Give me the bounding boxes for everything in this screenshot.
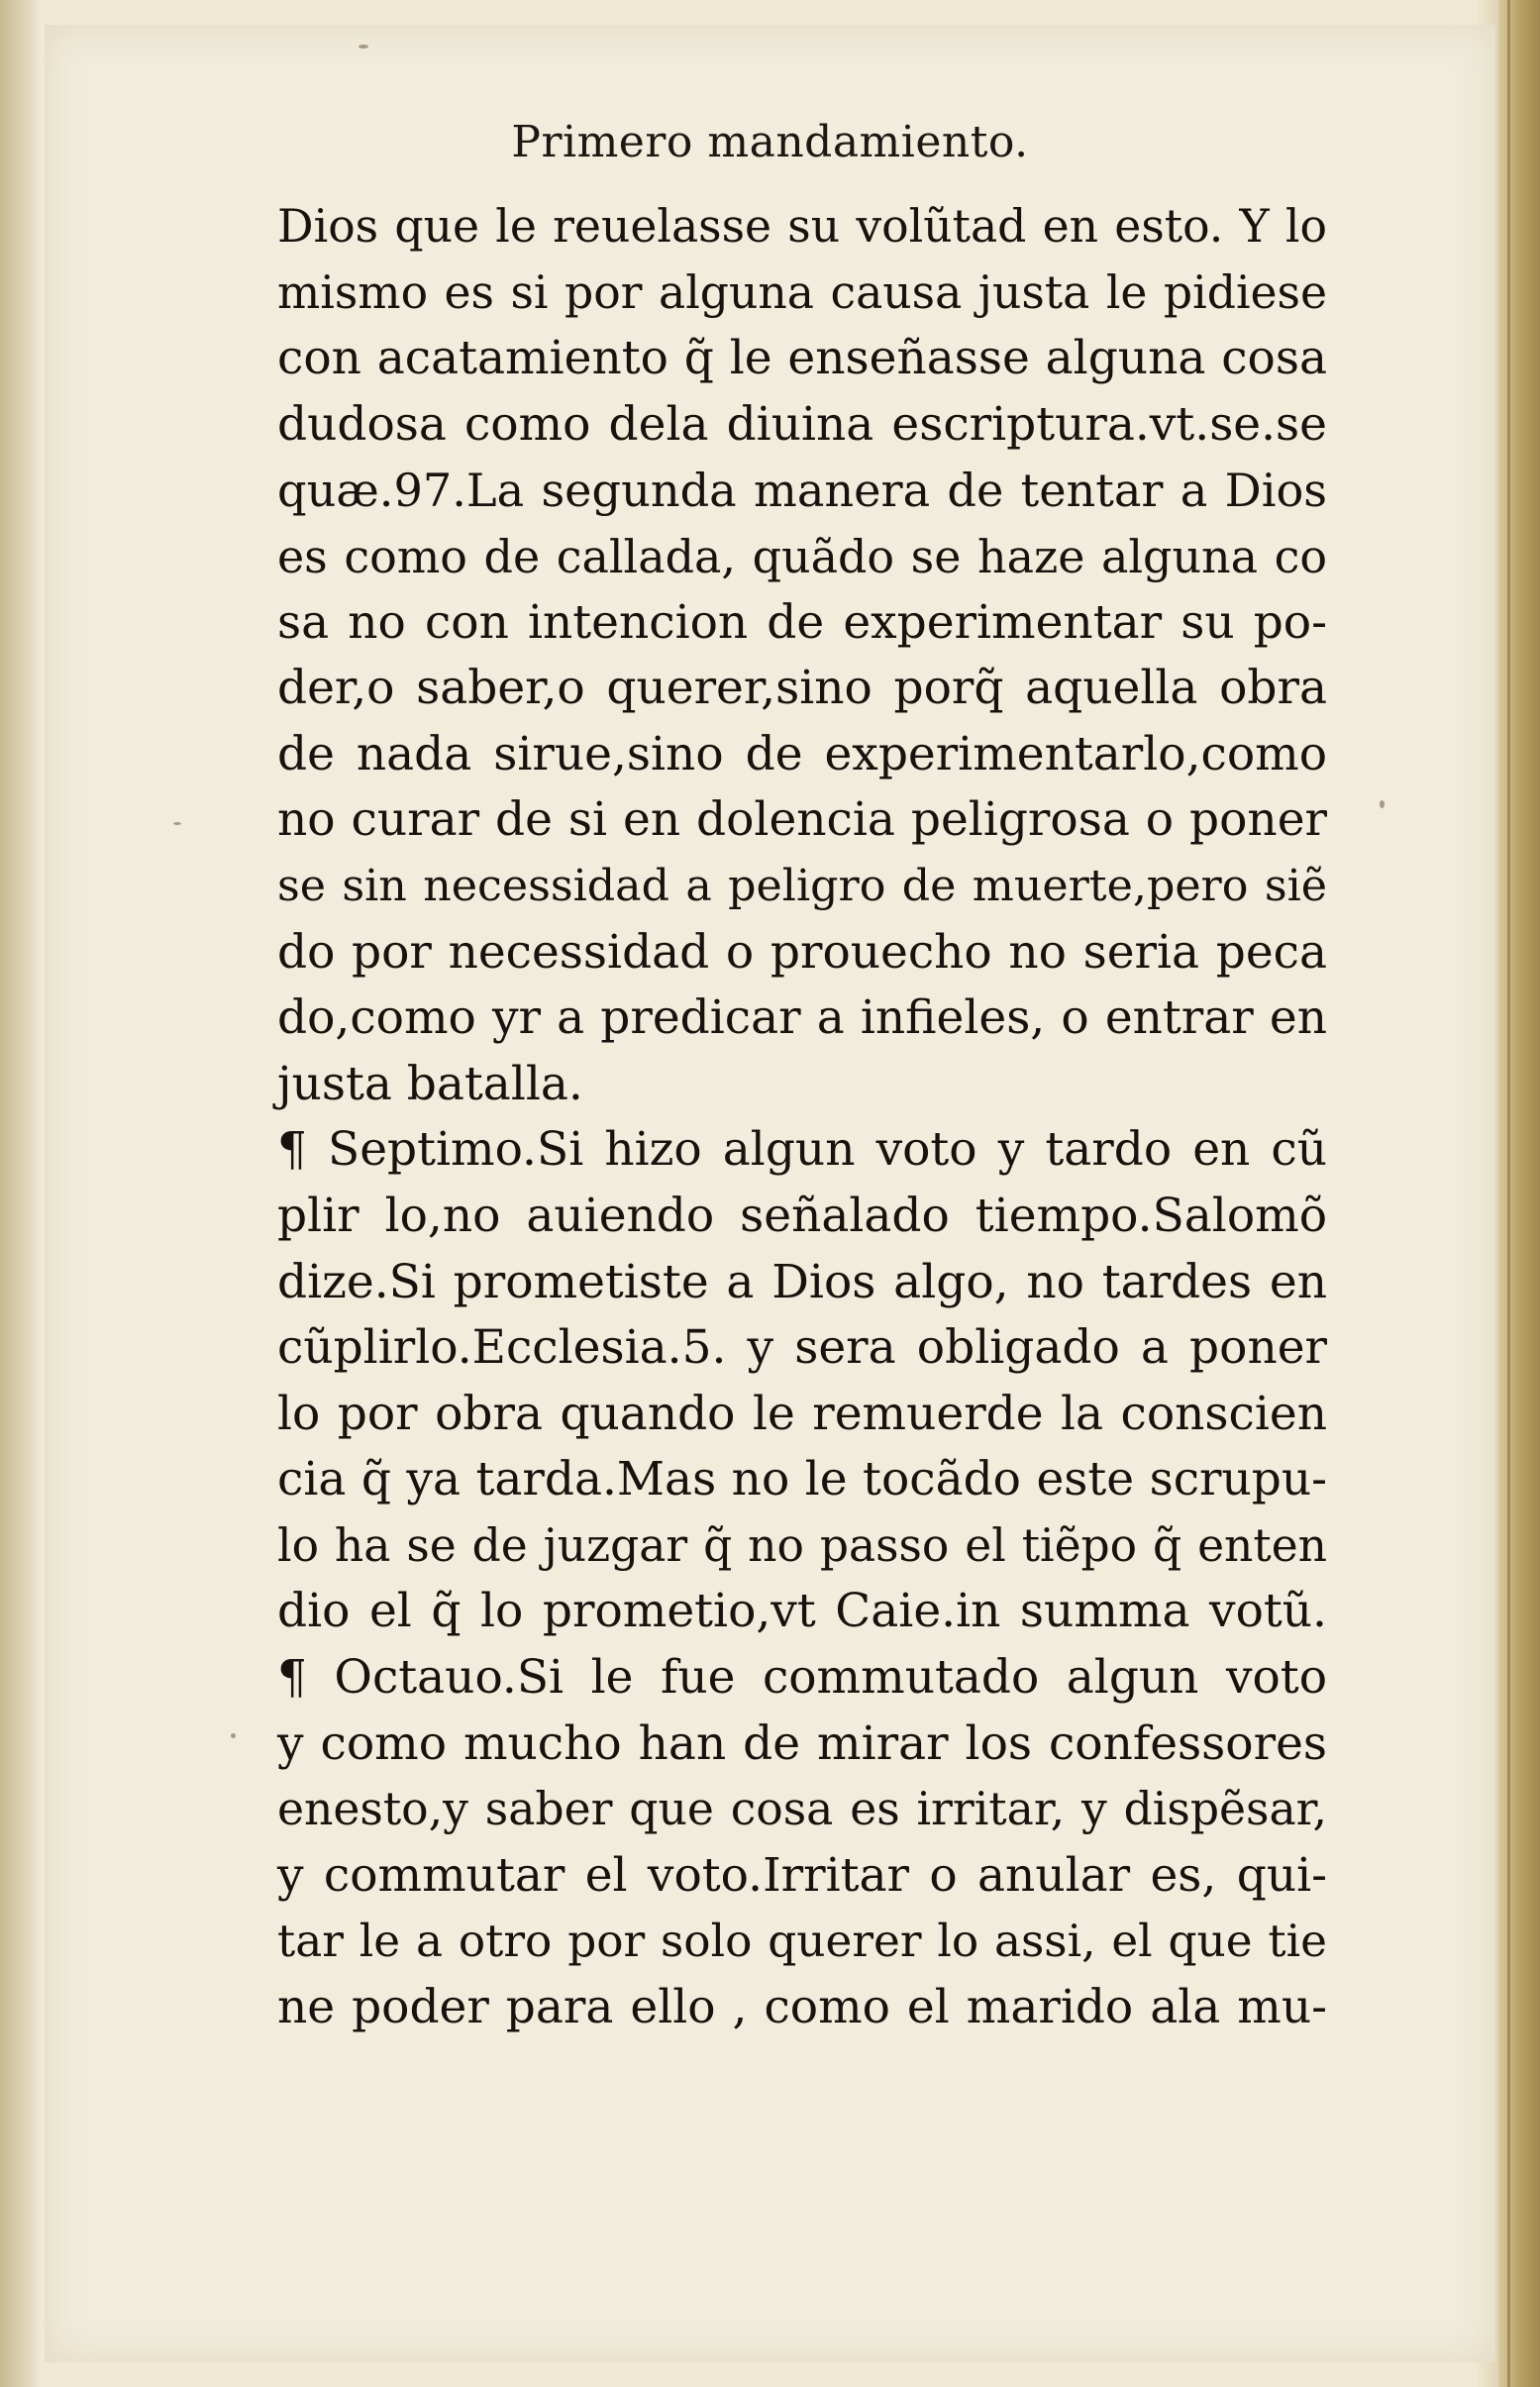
left-page-edge	[0, 0, 40, 2387]
text-line: cia q̃ ya tarda.Mas no le tocãdo este scrupu-	[277, 1452, 1327, 1507]
text-line: quæ.97.La segunda manera de tentar a Dios	[277, 464, 1327, 518]
text-line: dize.Si prometiste a Dios algo, no tardes en	[277, 1254, 1327, 1309]
text-line: tar le a otro por solo querer lo assi, el que tie	[277, 1915, 1327, 1968]
ink-speck	[173, 822, 181, 825]
ink-speck	[359, 45, 368, 49]
text-line: y commutar el voto.Irritar o anular es, qui-	[277, 1847, 1327, 1903]
body-text	[277, 194, 1327, 2041]
text-line: enesto,y saber que cosa es irritar, y dispẽsar,	[277, 1783, 1327, 1836]
ink-speck	[231, 1733, 236, 1738]
ink-speck	[1380, 800, 1385, 808]
text-line: y como mucho han de mirar los confessores	[277, 1715, 1327, 1771]
text-line: lo por obra quando le remuerde la conscien	[277, 1386, 1327, 1441]
page-header: Primero mandamiento.	[511, 117, 1029, 167]
text-line: con acatamiento q̃ le enseñasse alguna cosa	[277, 331, 1327, 386]
text-line: se sin necessidad a peligro de muerte,pero siẽ	[277, 860, 1327, 911]
right-binding-edge	[1498, 0, 1540, 2387]
text-line: dio el q̃ lo prometio,vt Caie.in summa votũ.	[277, 1584, 1327, 1639]
text-line: sa no con intencion de experimentar su po-	[277, 594, 1327, 650]
text-line: ¶ Octauo.Si le fue commutado algun voto	[277, 1650, 1327, 1706]
text-line: plir lo,no auiendo señalado tiempo.Salomõ	[277, 1188, 1327, 1243]
gutter-line	[1507, 0, 1510, 2387]
text-line: ne poder para ello , como el marido ala mu-	[277, 1980, 1327, 2035]
text-line: no curar de si en dolencia peligrosa o poner	[277, 792, 1327, 848]
text-line: mismo es si por alguna causa justa le pidiese	[277, 265, 1327, 319]
text-line: justa batalla.	[277, 1056, 583, 1111]
text-line: der,o saber,o querer,sino porq̃ aquella obra	[277, 661, 1327, 716]
text-line: lo ha se de juzgar q̃ no passo el tiẽpo q̃ enten	[277, 1518, 1327, 1572]
text-line: de nada sirue,sino de experimentarlo,como	[277, 726, 1327, 781]
text-line: cũplirlo.Ecclesia.5. y sera obligado a poner	[277, 1320, 1327, 1376]
text-line: Dios que le reuelasse su volũtad en esto. Y lo	[277, 200, 1327, 253]
text-line: do,como yr a predicar a infieles, o entrar en	[277, 990, 1327, 1046]
text-line: ¶ Septimo.Si hizo algun voto y tardo en cũ	[277, 1122, 1327, 1178]
text-line: do por necessidad o prouecho no seria peca	[277, 924, 1327, 980]
text-line: dudosa como dela diuina escriptura.vt.se.se	[277, 396, 1327, 452]
text-line: es como de callada, quãdo se haze alguna co	[277, 529, 1327, 583]
